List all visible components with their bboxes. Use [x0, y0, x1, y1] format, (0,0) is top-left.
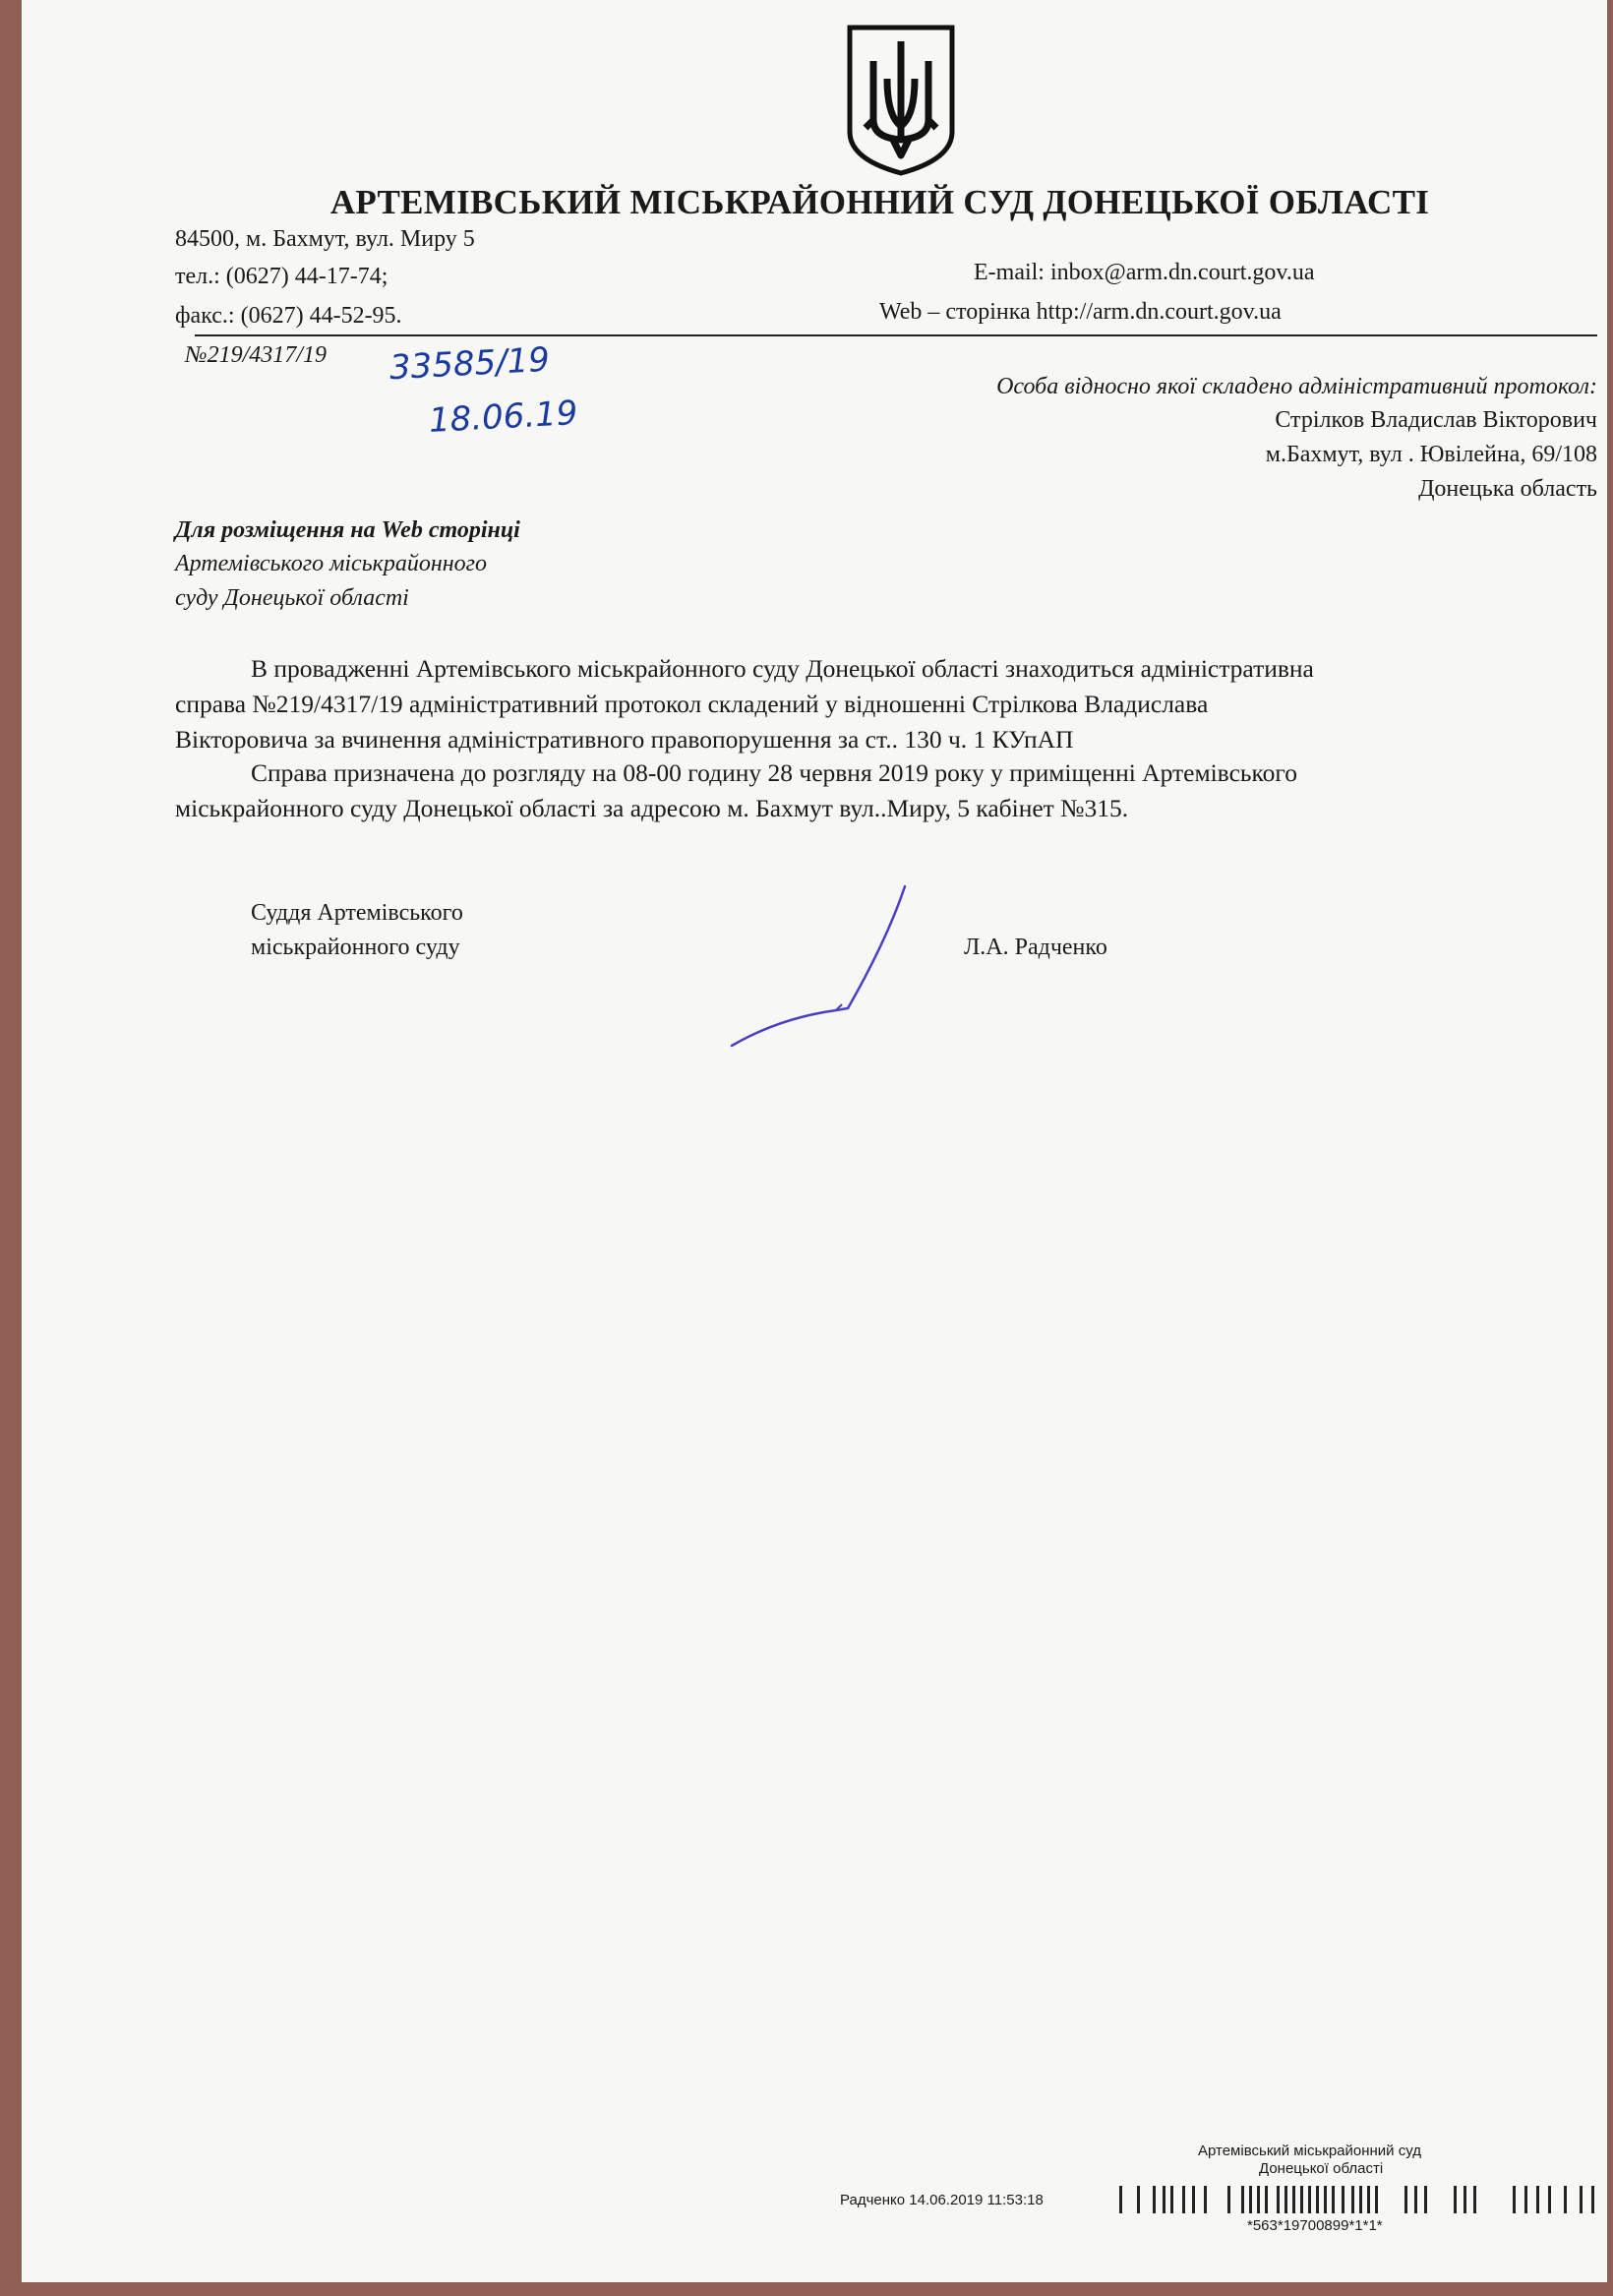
- case-number: №219/4317/19: [185, 342, 327, 368]
- coat-of-arms-icon: [844, 22, 958, 177]
- barcode-bar: [1367, 2186, 1370, 2213]
- barcode-bar: [1265, 2186, 1268, 2213]
- addressee-street: м.Бахмут, вул . Ювілейна, 69/108: [1265, 442, 1597, 467]
- stamp-registrar: Радченко 14.06.2019 11:53:18: [840, 2192, 1044, 2208]
- body-paragraph-2-line-2: міськрайонного суду Донецької області за адресою м. Бахмут вул..Миру, 5 кабінет №315.: [175, 794, 1129, 822]
- barcode-bar: [1119, 2186, 1122, 2213]
- court-web: Web – сторінка http://arm.dn.court.gov.ua: [879, 299, 1282, 325]
- barcode-bar: [1536, 2186, 1539, 2213]
- web-note-line: суду Донецької області: [175, 585, 409, 611]
- barcode-bar: [1277, 2186, 1280, 2213]
- barcode-bar: [1513, 2186, 1516, 2213]
- stamp-court-line-1: Артемівський міськрайонний суд: [1198, 2143, 1421, 2159]
- stamp-court-line-2: Донецької області: [1259, 2160, 1384, 2177]
- barcode-bar: [1332, 2186, 1335, 2213]
- web-note-heading: Для розміщення на Web сторінці: [175, 517, 520, 543]
- barcode-bar: [1284, 2186, 1287, 2213]
- court-email: E-mail: inbox@arm.dn.court.gov.ua: [974, 260, 1315, 285]
- barcode-bar: [1591, 2186, 1594, 2213]
- barcode-bar: [1204, 2186, 1207, 2213]
- barcode-bar: [1137, 2186, 1140, 2213]
- barcode-bar: [1324, 2186, 1327, 2213]
- web-note-line: Артемівського міськрайонного: [175, 551, 488, 576]
- barcode: [1119, 2186, 1599, 2213]
- barcode-bar: [1375, 2186, 1378, 2213]
- barcode-bar: [1473, 2186, 1476, 2213]
- barcode-bar: [1359, 2186, 1362, 2213]
- barcode-bar: [1227, 2186, 1230, 2213]
- barcode-text: *563*19700899*1*1*: [1247, 2217, 1383, 2234]
- body-paragraph-1-line-1: В провадженні Артемівського міськрайонного суду Донецької області знаходиться адміністративна: [251, 654, 1314, 683]
- addressee-name: Стрілков Владислав Вікторович: [1275, 407, 1597, 433]
- header-divider: [195, 334, 1597, 336]
- judge-signature: [700, 880, 926, 1053]
- judge-title-line-2: міськрайонного суду: [251, 935, 460, 960]
- barcode-bar: [1424, 2186, 1427, 2213]
- body-paragraph-2-line-1: Справа призначена до розгляду на 08-00 годину 28 червня 2019 року у приміщенні Артемівського: [251, 758, 1297, 787]
- barcode-bar: [1292, 2186, 1295, 2213]
- handwritten-registration-date: 18.06.19: [428, 393, 579, 441]
- barcode-bar: [1192, 2186, 1195, 2213]
- barcode-bar: [1316, 2186, 1319, 2213]
- court-fax: факс.: (0627) 44-52-95.: [175, 303, 402, 329]
- barcode-bar: [1454, 2186, 1457, 2213]
- barcode-bar: [1342, 2186, 1344, 2213]
- handwritten-registration-number: 33585/19: [388, 339, 551, 389]
- judge-name: Л.А. Радченко: [964, 935, 1107, 960]
- addressee-region: Донецька область: [1418, 476, 1597, 502]
- barcode-bar: [1351, 2186, 1354, 2213]
- barcode-bar: [1257, 2186, 1260, 2213]
- barcode-bar: [1153, 2186, 1156, 2213]
- barcode-bar: [1182, 2186, 1185, 2213]
- barcode-bar: [1464, 2186, 1466, 2213]
- court-phone: тел.: (0627) 44-17-74;: [175, 264, 388, 289]
- document-page: [22, 0, 1607, 2282]
- barcode-bar: [1300, 2186, 1303, 2213]
- barcode-bar: [1548, 2186, 1551, 2213]
- barcode-bar: [1308, 2186, 1311, 2213]
- barcode-bar: [1163, 2186, 1165, 2213]
- judge-title-line-1: Суддя Артемівського: [251, 900, 463, 926]
- barcode-bar: [1414, 2186, 1417, 2213]
- body-paragraph-1-line-2: справа №219/4317/19 адміністративний протокол складений у відношенні Стрілкова Владислава: [175, 690, 1209, 718]
- barcode-bar: [1404, 2186, 1407, 2213]
- barcode-bar: [1241, 2186, 1244, 2213]
- addressee-heading: Особа відносно якої складено адміністративний протокол:: [996, 374, 1597, 399]
- court-name: АРТЕМІВСЬКИЙ МІСЬКРАЙОННИЙ СУД ДОНЕЦЬКОЇ ОБЛАСТІ: [329, 183, 1430, 221]
- body-paragraph-1-line-3: Вікторовича за вчинення адміністративного правопорушення за ст.. 130 ч. 1 КУпАП: [175, 725, 1074, 754]
- barcode-bar: [1249, 2186, 1252, 2213]
- barcode-bar: [1580, 2186, 1583, 2213]
- court-address: 84500, м. Бахмут, вул. Миру 5: [175, 226, 475, 252]
- barcode-bar: [1564, 2186, 1567, 2213]
- barcode-bar: [1524, 2186, 1527, 2213]
- barcode-bar: [1170, 2186, 1173, 2213]
